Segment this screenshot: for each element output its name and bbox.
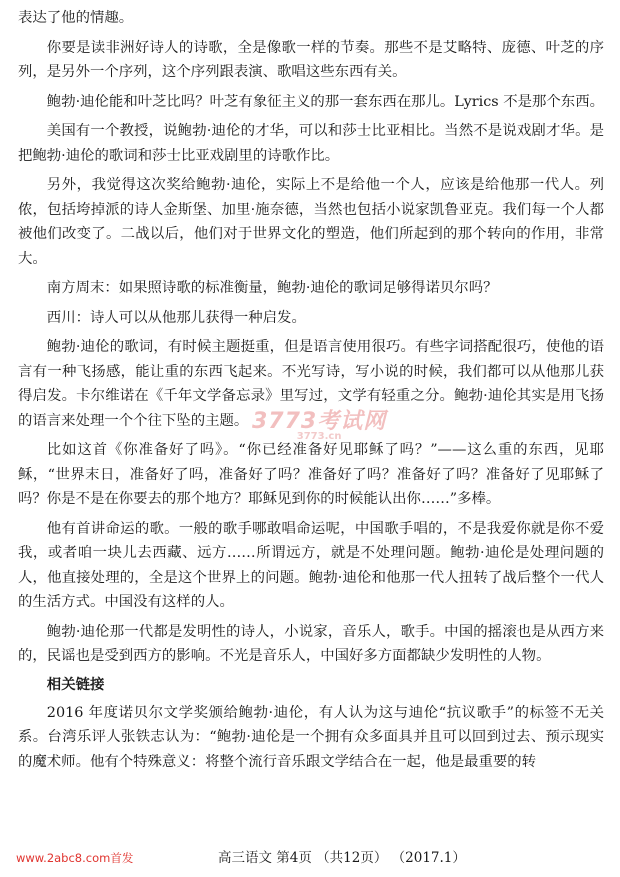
paragraph-6: 南方周末：如果照诗歌的标准衡量，鲍勃·迪伦的歌词足够得诺贝尔吗？ <box>46 280 498 296</box>
footer-site-link[interactable]: www.2abc8.com首发 <box>16 851 134 865</box>
paragraph-9: 比如这首《你准备好了吗》。“你已经准备好见耶稣了吗？”——这么重的东西，见耶稣，“世界末日，准备好了吗，准备好了吗？准备好了吗？准备好了吗？准备好了见耶稣了吗？你是不是在你要去的那个地方？耶稣见到你的时候能认出你……”多棒。 <box>18 442 604 507</box>
paragraph-4: 美国有一个教授，说鲍勃·迪伦的才华，可以和莎士比亚相比。当然不是说戏剧才华。是把鲍勃·迪伦的歌词和莎士比亚戏剧里的诗歌作比。 <box>18 123 604 164</box>
paragraph-7: 西川：诗人可以从他那儿获得一种启发。 <box>46 309 306 326</box>
paragraph-8: 鲍勃·迪伦的歌词，有时候主题挺重，但是语言使用很巧。有些字词搭配很巧，使他的语言有一种飞扬感，能让重的东西飞起来。不光写诗，写小说的时候，我们都可以从他那儿获得启发。卡尔维诺在《千年文学备忘录》里写过，文学有轻重之分。鲍勃·迪伦其实是用飞扬的语言来处理一个个往下坠的主题。 <box>18 339 604 429</box>
paragraph-10: 他有首讲命运的歌。一般的歌手哪敢唱命运呢，中国歌手唱的，不是我爱你就是你不爱我，或者咱一块儿去西藏、远方……所谓远方，就是不处理问题。鲍勃·迪伦是处理问题的人，他直接处理的，全是这个世界上的问题。鲍勃·迪伦和他那一代人扭转了战后整个一代人的生活方式。中国没有这样的人。 <box>18 520 604 610</box>
watermark-logo <box>252 404 386 442</box>
watermark-main: 3773考试网 <box>252 409 387 434</box>
paragraph-12: 2016 年度诺贝尔文学奖颁给鲍勃·迪伦，有人认为这与迪伦“抗议歌手”的标签不无关系。台湾乐评人张铁志认为：“鲍勃·迪伦是一个拥有众多面具并且可以回到过去、预示现实的魔术师。他有个特殊意义：将整个流行音乐跟文学结合在一起，他是最重要的转 <box>18 704 604 770</box>
paragraph-3: 鲍勃·迪伦能和叶芝比吗？叶芝有象征主义的那一套东西在那儿。Lyrics 不是那个东西。 <box>46 93 604 110</box>
paragraph-5: 另外，我觉得这次奖给鲍勃·迪伦，实际上不是给他一个人，应该是给他那一代人。列侬，包括垮掉派的诗人金斯堡、加里·施奈德，当然也包括小说家凯鲁亚克。我们每一个人都被他们改变了。二战以后，他们对于世界文化的塑造，他们所起到的那个转向的作用，非常大。 <box>18 177 604 267</box>
footer-page-info: 高三语文 第4页 （共12页） （2017.1） <box>218 850 466 866</box>
paragraph-11: 鲍勃·迪伦那一代都是发明性的诗人，小说家，音乐人，歌手。中国的摇滚也是从西方来的，民谣也是受到西方的影响。不光是音乐人，中国好多方面都缺少发明性的人物。 <box>18 623 604 664</box>
section-heading: 相关链接 <box>46 676 105 693</box>
paragraph-1: 表达了他的情趣。 <box>18 10 134 26</box>
watermark-sub: 3773.cn <box>296 431 342 442</box>
article-body <box>18 6 604 779</box>
page-footer <box>0 849 620 867</box>
paragraph-2: 你要是读非洲好诗人的诗歌，全是像歌一样的节奏。那些不是艾略特、庞德、叶芝的序列，是另外一个序列，这个序列跟表演、歌唱这些东西有关。 <box>18 39 604 80</box>
